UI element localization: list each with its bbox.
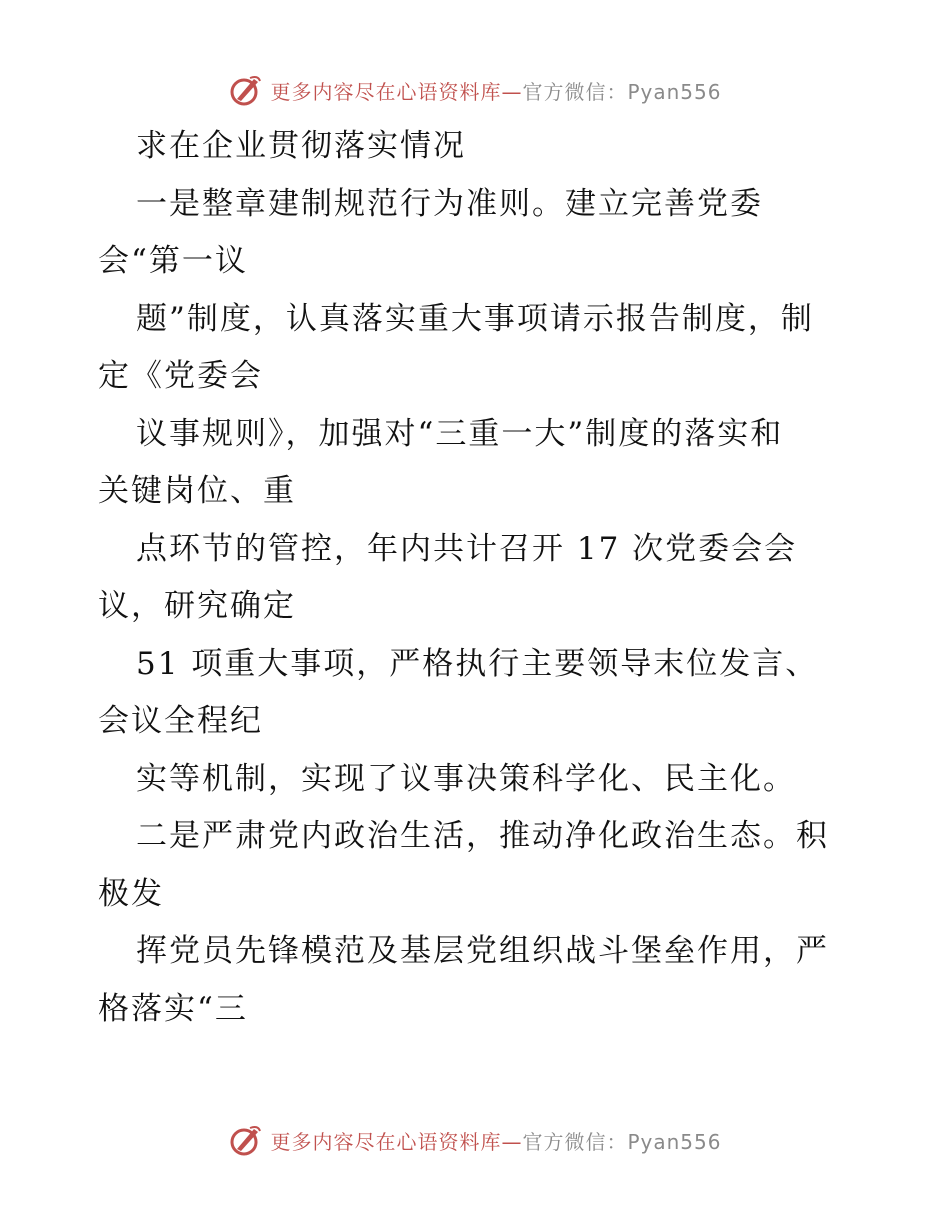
quill-logo-icon — [228, 1123, 262, 1157]
body-line: 求在企业贯彻落实情况 — [136, 128, 466, 164]
footer-watermark-text: 更多内容尽在心语资料库—官方微信：Pyan556 — [270, 1129, 722, 1154]
body-line: 议事规则》，加强对“三重一大”制度的落实和 — [136, 415, 784, 452]
body-line: 51 项重大事项，严格执行主要领导末位发言、 — [136, 645, 819, 682]
quill-logo-icon — [228, 73, 262, 107]
header-wechat-label: 官方微信：Pyan556 — [522, 79, 722, 104]
body-line: 题”制度，认真落实重大事项请示报告制度，制 — [136, 300, 814, 337]
body-line: 关键岗位、重 — [98, 473, 296, 509]
body-line: 极发 — [98, 875, 164, 912]
footer-wechat-label: 官方微信：Pyan556 — [522, 1129, 722, 1154]
header-watermark-text: 更多内容尽在心语资料库—官方微信：Pyan556 — [270, 79, 722, 104]
body-line: 议，研究确定 — [98, 588, 296, 624]
body-line: 挥党员先锋模范及基层党组织战斗堡垒作用，严 — [136, 933, 829, 969]
footer-watermark-banner — [0, 1120, 950, 1160]
body-line: 格落实“三 — [98, 990, 248, 1027]
body-line: 实等机制，实现了议事决策科学化、民主化。 — [136, 760, 796, 797]
body-line: 定《党委会 — [98, 358, 263, 394]
document-body — [98, 118, 858, 1038]
header-watermark-banner — [0, 70, 950, 110]
body-line: 点环节的管控，年内共计召开 17 次党委会会 — [136, 530, 798, 567]
body-line: 会议全程纪 — [98, 703, 263, 739]
body-line: 二是严肃党内政治生活，推动净化政治生态。积 — [136, 818, 829, 854]
body-line: 一是整章建制规范行为准则。建立完善党委 — [136, 185, 763, 222]
body-line: 会“第一议 — [98, 243, 248, 279]
